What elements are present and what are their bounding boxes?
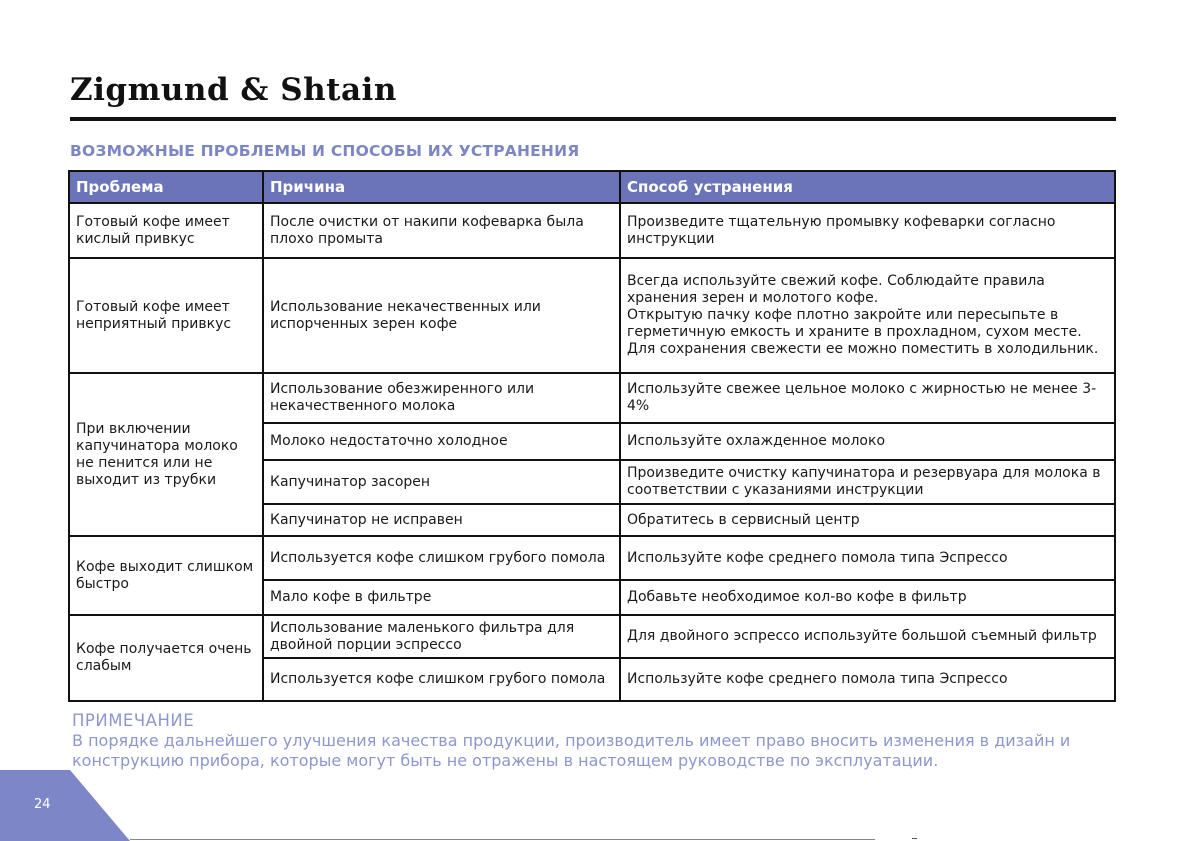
solution-cell: Используйте свежее цельное молоко с жирностью не менее 3-4% [620,373,1115,423]
header-problem: Проблема [69,171,263,203]
note-text: В порядке дальнейшего улучшения качества продукции, производитель имеет право вносить изменения в дизайн и конструкцию прибора, которые могут быть не отражены в настоящем руководстве по эксплуатации. [72,731,1071,770]
solution-cell: Для двойного эспрессо используйте большой съемный фильтр [620,615,1115,658]
table-row [69,258,1115,373]
section-title: ВОЗМОЖНЫЕ ПРОБЛЕМЫ И СПОСОБЫ ИХ УСТРАНЕНИЯ [70,142,580,160]
solution-cell: Обратитесь в сервисный центр [620,504,1115,536]
solution-cell: Используйте охлажденное молоко [620,423,1115,460]
cause-cell: Используется кофе слишком грубого помола [263,536,620,580]
cause-cell: Используется кофе слишком грубого помола [263,658,620,701]
header-divider [70,117,1116,121]
solution-cell: Используйте кофе среднего помола типа Эспрессо [620,658,1115,701]
header-cause: Причина [263,171,620,203]
solution-cell: Произведите тщательную промывку кофеварки согласно инструкции [620,203,1115,258]
cause-cell: Молоко недостаточно холодное [263,423,620,460]
cause-cell: После очистки от накипи кофеварка была плохо промыта [263,203,620,258]
note-title: ПРИМЕЧАНИЕ [72,711,195,730]
brand-logo [70,72,397,108]
footer-divider [130,839,875,840]
table-row [69,615,1115,658]
solution-cell: Добавьте необходимое кол-во кофе в фильтр [620,580,1115,615]
problem-cell: При включении капучинатора молоко не пенится или не выходит из трубки [69,373,263,536]
table-header-row [69,171,1115,203]
cause-cell: Капучинатор засорен [263,460,620,504]
problem-cell: Кофе выходит слишком быстро [69,536,263,615]
footer-mark [912,838,917,839]
header-solution: Способ устранения [620,171,1115,203]
page-number-tab [0,770,130,841]
table-row [69,203,1115,258]
table-row [69,536,1115,580]
problem-cell: Готовый кофе имеет неприятный привкус [69,258,263,373]
note-block [72,711,1162,771]
solution-cell: Используйте кофе среднего помола типа Эспрессо [620,536,1115,580]
cause-cell: Использование обезжиренного или некачественного молока [263,373,620,423]
cause-cell: Капучинатор не исправен [263,504,620,536]
solution-cell: Произведите очистку капучинатора и резервуара для молока в соответствии с указаниями инструкции [620,460,1115,504]
cause-cell: Мало кофе в фильтре [263,580,620,615]
cause-cell: Использование некачественных или испорченных зерен кофе [263,258,620,373]
brand-logo-text: Zigmund & Shtain [70,72,397,108]
solution-cell: Всегда используйте свежий кофе. Соблюдайте правила хранения зерен и молотого кофе. Открытую пачку кофе плотно закройте или пересыпьте в герметичную емкость и храните в прохладном, сухом месте. Для сохранения свежести ее можно поместить в холодильник. [620,258,1115,373]
table-row [69,373,1115,423]
troubleshooting-table [68,170,1116,702]
cause-cell: Использование маленького фильтра для двойной порции эспрессо [263,615,620,658]
problem-cell: Кофе получается очень слабым [69,615,263,701]
problem-cell: Готовый кофе имеет кислый привкус [69,203,263,258]
page-number: 24 [34,797,51,812]
